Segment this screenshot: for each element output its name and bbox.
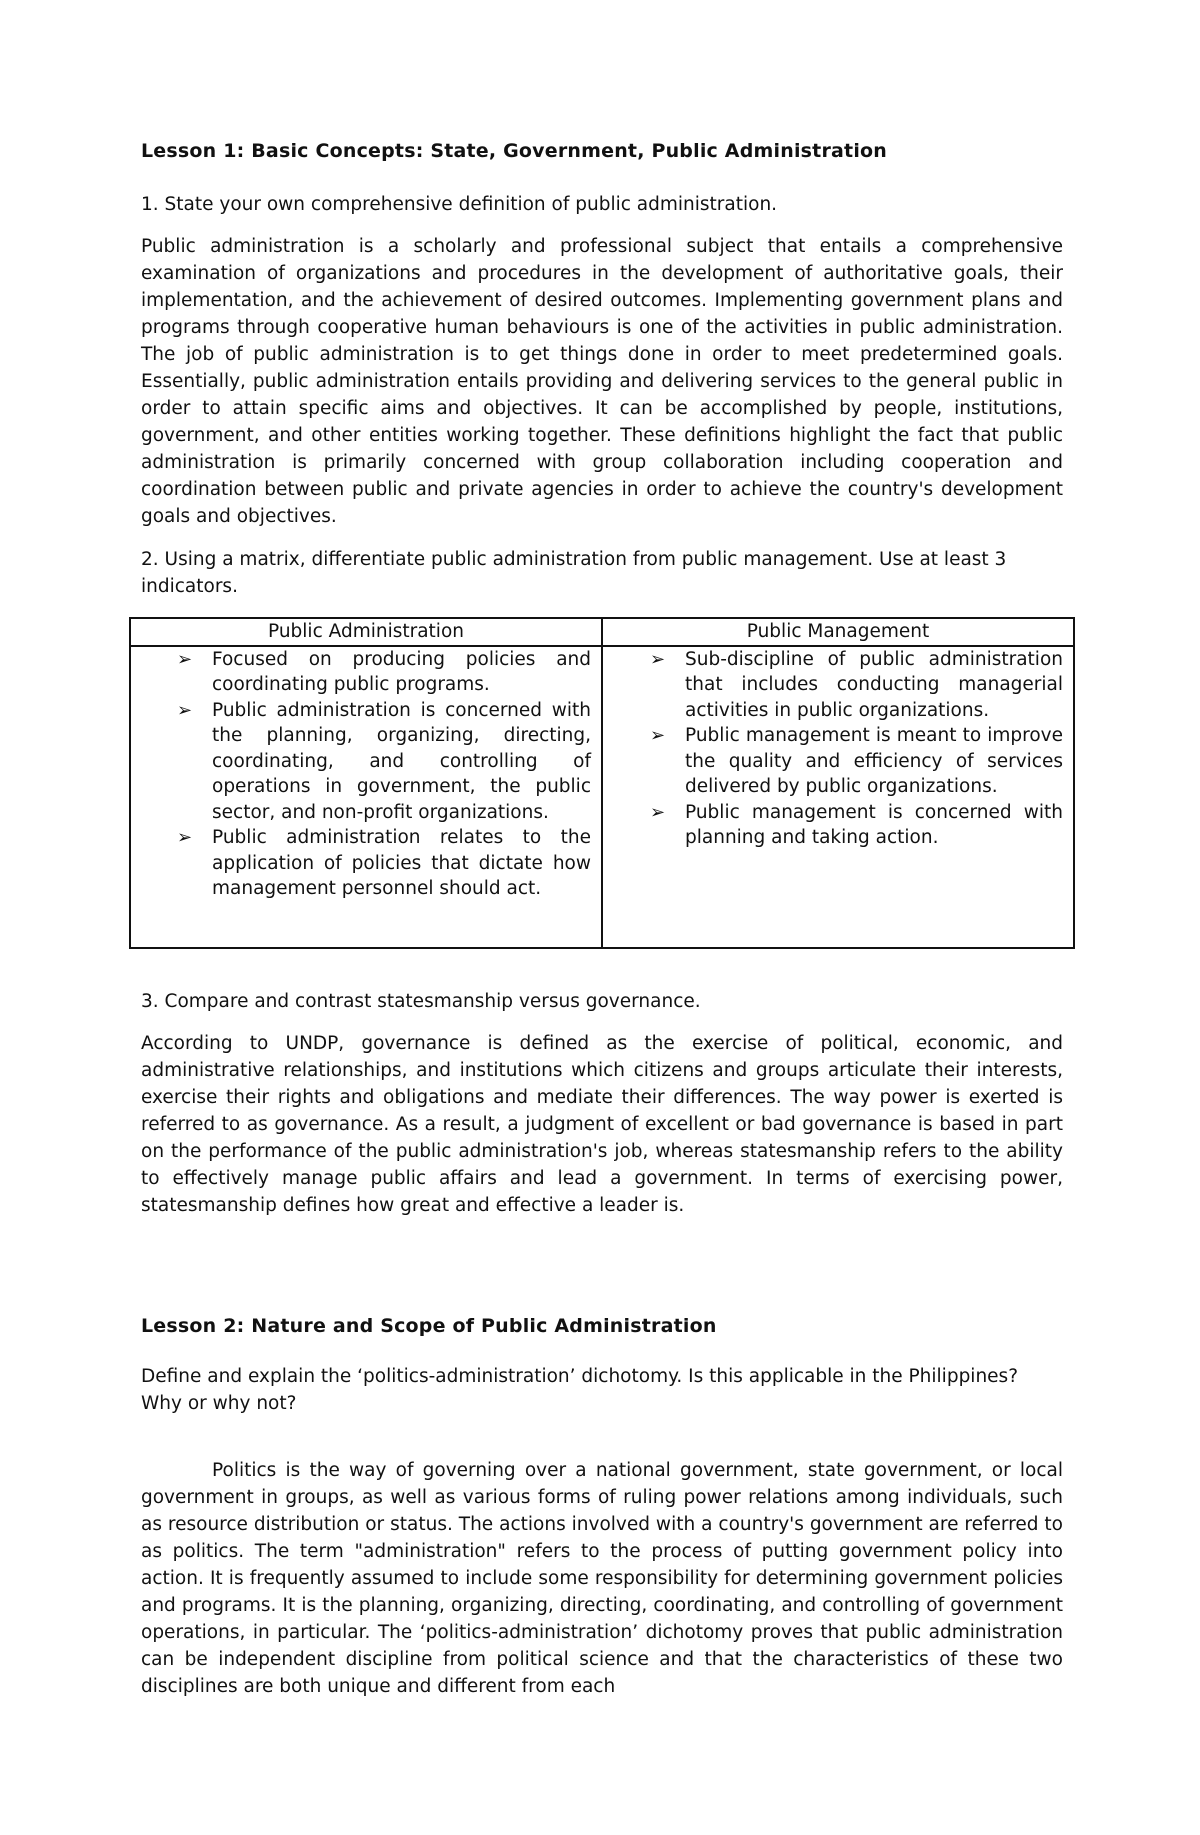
arrow-bullet-icon: ➢ bbox=[650, 725, 666, 746]
list-item: ➢ Public management is meant to improve the quality and efficiency of services delivered by public organizations. bbox=[650, 725, 1063, 797]
answer-3: According to UNDP, governance is defined as the exercise of political, economic, and administrative relationships, and institutions which citizens and groups articulate their interests, exercise their rights and obligations and mediate their differences. The way power is exerted is referred to as governance. As a result, a judgment of excellent or bad governance is based in part on the performance of the public administration's job, whereas statesmanship refers to the ability to effectively manage public affairs and lead a government. In terms of exercising power, statesmanship defines how great and effective a leader is. bbox=[141, 1033, 1063, 1216]
list-item: ➢ Public administration relates to the application of policies that dictate how management personnel should act. bbox=[177, 827, 591, 899]
question-1: 1. State your own comprehensive definition of public administration. bbox=[141, 194, 778, 215]
arrow-bullet-icon: ➢ bbox=[177, 699, 193, 721]
matrix-column-public-administration bbox=[130, 646, 602, 948]
matrix-column-public-management bbox=[602, 646, 1074, 948]
lesson2-answer: Politics is the way of governing over a national government, state government, or local government in groups, as well as various forms of ruling power relations among individuals, such as resource distribution or status. The actions involved with a country's government are referred to as politics. The term "administration" refers to the process of putting government policy into action. It is frequently assumed to include some responsibility for determining government policies and programs. It is the planning, organizing, directing, coordinating, and controlling of government operations, in particular. The ‘politics-administration’ dichotomy proves that public administration can be independent discipline from political science and that the characteristics of these two disciplines are both unique and different from each bbox=[141, 1460, 1063, 1697]
list-item: ➢ Sub-discipline of public administration that includes conducting managerial activities in public organizations. bbox=[650, 648, 1063, 721]
arrow-bullet-icon: ➢ bbox=[650, 801, 666, 823]
matrix-header-public-management: Public Management bbox=[602, 618, 1074, 646]
list-item: ➢ Public management is concerned with planning and taking action. bbox=[650, 801, 1063, 848]
lesson2-heading: Lesson 2: Nature and Scope of Public Administration bbox=[141, 1315, 717, 1337]
arrow-bullet-icon: ➢ bbox=[650, 648, 666, 670]
lesson2-question: Define and explain the ‘politics-administration’ dichotomy. Is this applicable in the Philippines? Why or why not? bbox=[141, 1366, 1019, 1414]
arrow-bullet-icon: ➢ bbox=[177, 827, 193, 848]
question-3: 3. Compare and contrast statesmanship versus governance. bbox=[141, 991, 701, 1012]
arrow-bullet-icon: ➢ bbox=[177, 648, 193, 670]
list-item: ➢ Public administration is concerned with the planning, organizing, directing, coordinating, and controlling of operations in government, the public sector, and non-profit organizations. bbox=[177, 699, 591, 823]
question-2: 2. Using a matrix, differentiate public administration from public management. Use at least 3 indicators. bbox=[141, 549, 1007, 597]
lesson1-heading: Lesson 1: Basic Concepts: State, Government, Public Administration bbox=[141, 140, 888, 162]
list-item: ➢ Focused on producing policies and coordinating public programs. bbox=[177, 648, 591, 695]
matrix-header-public-administration: Public Administration bbox=[130, 618, 602, 646]
answer-1: Public administration is a scholarly and professional subject that entails a comprehensive examination of organizations and procedures in the development of authoritative goals, their implementation, and the achievement of desired outcomes. Implementing government plans and programs through cooperative human behaviours is one of the activities in public administration. The job of public administration is to get things done in order to meet predetermined goals. Essentially, public administration entails providing and delivering services to the general public in order to attain specific aims and objectives. It can be accomplished by people, institutions, government, and other entities working together. These definitions highlight the fact that public administration is primarily concerned with group collaboration including cooperation and coordination between public and private agencies in order to achieve the country's development goals and objectives. bbox=[141, 236, 1063, 527]
comparison-matrix bbox=[129, 617, 1075, 949]
